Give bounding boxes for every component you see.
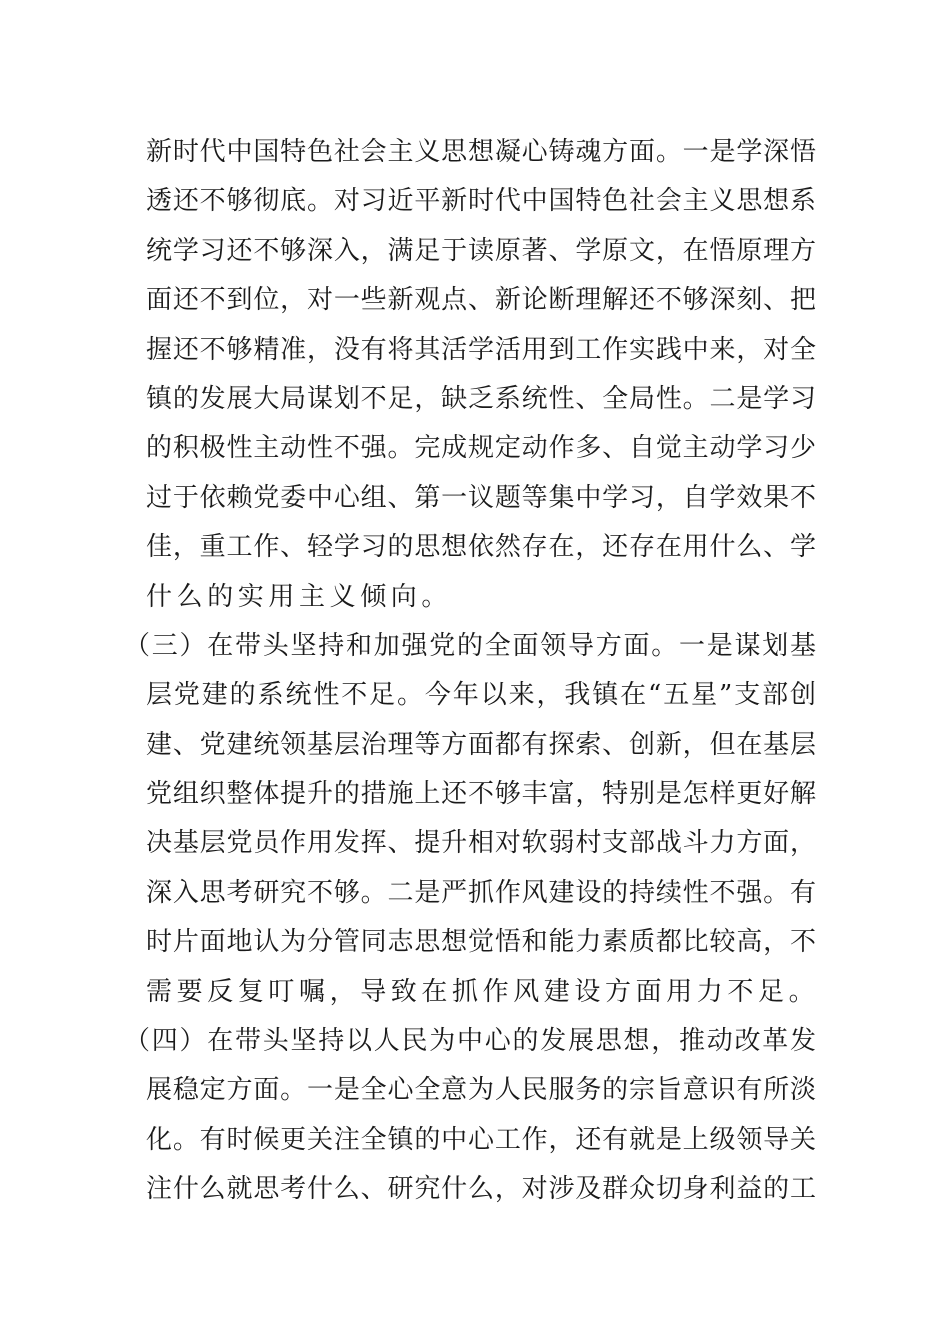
text-line: 党组织整体提升的措施上还不够丰富，特别是怎样更好解 — [146, 779, 816, 810]
text-line: 展稳定方面。一是全心全意为人民服务的宗旨意识有所淡 — [146, 1075, 816, 1106]
text-line: 深入思考研究不够。二是严抓作风建设的持续性不强。有 — [146, 877, 816, 908]
paragraph-thought-study — [146, 128, 816, 622]
text-line: 层党建的系统性不足。今年以来，我镇在“五星”支部创 — [146, 680, 816, 711]
text-line: 需要反复叮嘱，导致在抓作风建设方面用力不足。 — [146, 976, 820, 1007]
text-line: 新时代中国特色社会主义思想凝心铸魂方面。一是学深悟 — [146, 137, 816, 167]
text-line: 佳，重工作、轻学习的思想依然存在，还存在用什么、学 — [146, 532, 816, 563]
text-line: 镇的发展大局谋划不足，缺乏系统性、全局性。二是学习 — [146, 383, 816, 414]
text-line: 化。有时候更关注全镇的中心工作，还有就是上级领导关 — [146, 1124, 816, 1155]
text-line: 决基层党员作用发挥、提升相对软弱村支部战斗力方面， — [146, 828, 816, 859]
text-line: （三）在带头坚持和加强党的全面领导方面。一是谋划基 — [124, 630, 816, 661]
paragraph-party-leadership — [124, 622, 820, 1017]
text-line: 的积极性主动性不强。完成规定动作多、自觉主动学习少 — [146, 433, 816, 464]
text-line: 透还不够彻底。对习近平新时代中国特色社会主义思想系 — [146, 186, 816, 217]
text-line: 面还不到位，对一些新观点、新论断理解还不够深刻、把 — [146, 285, 816, 316]
text-line: 握还不够精准，没有将其活学活用到工作实践中来，对全 — [146, 334, 816, 365]
text-line: 建、党建统领基层治理等方面都有探索、创新，但在基层 — [146, 729, 816, 760]
text-line: 统学习还不够深入，满足于读原著、学原文，在悟原理方 — [146, 235, 816, 266]
document-body — [124, 128, 820, 1215]
paragraph-people-centered — [124, 1017, 816, 1215]
text-line: 过于依赖党委中心组、第一议题等集中学习，自学效果不 — [146, 482, 816, 513]
text-line: 时片面地认为分管同志思想觉悟和能力素质都比较高，不 — [146, 927, 816, 958]
text-line: 什么的实用主义倾向。 — [146, 581, 453, 612]
text-line: （四）在带头坚持以人民为中心的发展思想，推动改革发 — [124, 1026, 816, 1057]
text-line: 注什么就思考什么、研究什么，对涉及群众切身利益的工 — [146, 1174, 816, 1205]
